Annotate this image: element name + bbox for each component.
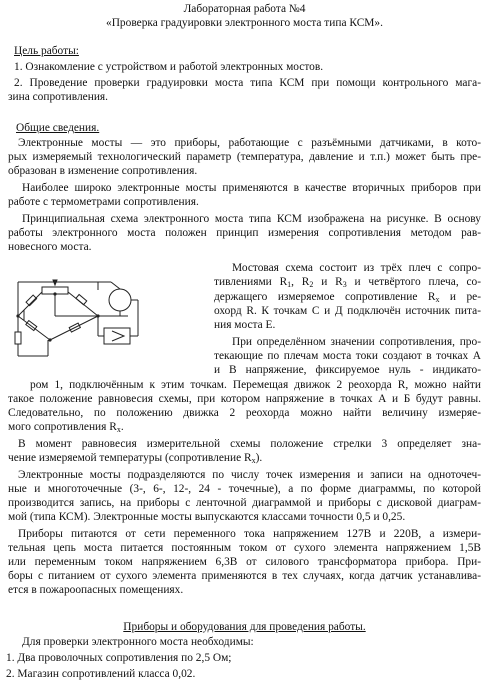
paragraph-line: держащего измеряемое сопротивление $R_x$ и ре- [214, 291, 481, 304]
equipment-item-2: 2. Магазин сопротивлений класса 0,02. [6, 668, 196, 680]
document-subtitle: «Проверка градуировки электронного моста типа КСМ». [106, 17, 383, 29]
paragraph-line: такое положение равновесия схемы, при котором напряжение в точках А и Б будут равны. [8, 393, 481, 405]
equipment-intro: Для проверки электронного моста необходимы: [22, 636, 254, 648]
paragraph-line: работе с термометрами сопротивления. [8, 196, 199, 208]
paragraph-line: или переменным током напряжением 6,3В от силового трансформатора прибора. При- [8, 556, 481, 568]
paragraph-line: Мостовая схема состоит из трёх плеч с сопро- [232, 262, 481, 274]
goal-heading: Цель работы: [14, 45, 79, 57]
goal-item-2: 2. Проведение проверки градуировки моста типа КСМ при помощи контрольного мага- [14, 77, 481, 89]
goal-item-1: 1. Ознакомление с устройством и работой электронных мостов. [14, 61, 324, 73]
paragraph-line: боры с питанием от сухого элемента применяются в тех случаях, когда датчик устанавлива- [8, 570, 481, 582]
paragraph-line: ром 1, подключённым к этим точкам. Перемещая движок 2 реохорда R, можно найти [30, 379, 481, 391]
document-title: Лабораторная работа №4 [183, 3, 306, 15]
paragraph-line: Следовательно, по положению движка 2 реохорда можно найти величину измеряе- [8, 407, 481, 419]
paragraph-line: В момент равновесия измерительной схемы положение стрелки 3 определяет зна- [18, 438, 481, 450]
paragraph-line: Электронные мосты — это приборы, работающие с разъёмными датчиками, в кото- [18, 137, 481, 149]
goal-item-2-cont: зина сопротивления. [8, 91, 109, 103]
paragraph-line: Приборы питаются от сети переменного тока напряжением 127В и 220В, а измери- [18, 528, 481, 540]
paragraph-line: Наиболее широко электронные мосты применяются в качестве вторичных приборов при [22, 182, 481, 194]
paragraph-line: мого сопротивления $R_x$. [8, 421, 124, 434]
paragraph-line: ния моста Е. [214, 319, 276, 331]
paragraph-line: Принципиальная схема электронного моста типа КСМ изображена на рисунке. В основу [22, 213, 481, 225]
paragraph-line: рых измеряемый технологический параметр (температура, давление и т.п.) может быть пре- [8, 151, 481, 163]
paragraph-line: ные и многоточечные (3-, 6-, 12-, 24 - точечные), а по форме диаграммы, по которой [8, 483, 481, 495]
paragraph-line: ется в пожароопасных помещениях. [8, 584, 184, 596]
paragraph-line: производится запись, на приборы с ленточной диаграммой и приборы с дисковой диаграм- [8, 497, 481, 509]
paragraph-line: текающие по плечам моста токи создают в точках А [214, 350, 481, 362]
equipment-item-1: 1. Два проволочных сопротивления по 2,5 Ом; [6, 652, 232, 664]
info-heading: Общие сведения. [16, 122, 100, 134]
paragraph-line: образован в изменение сопротивления. [8, 165, 198, 177]
paragraph-line: Электронные мосты подразделяются по числу точек измерения и записи на одноточеч- [18, 469, 481, 481]
paragraph-line: мой (типа КСМ). Электронные мосты выпускаются классами точности 0,5 и 0,25. [8, 511, 406, 523]
bridge-circuit-diagram [8, 270, 208, 365]
paragraph-line: охорд R. К точкам С и Д подключён источник пита- [214, 305, 481, 317]
paragraph-line: чение измеряемой температуры (сопротивление $R_x$). [8, 452, 263, 465]
paragraph-line: работы электронного моста положен принцип измерения сопротивления методом рав- [8, 227, 481, 239]
paragraph-line: При определённом значении сопротивления, про- [232, 336, 481, 348]
paragraph-line: тельная цепь моста питается постоянным током от сухого элемента напряжением 1,5В [8, 542, 481, 554]
paragraph-line: новесного моста. [8, 241, 92, 253]
paragraph-line: и В напряжение, фиксируемое нуль - индикато- [214, 364, 481, 376]
equipment-heading: Приборы и оборудования для проведения работы. [123, 621, 366, 633]
paragraph-line: тивлениями $R_1$, $R_2$ и $R_3$ и четвёртого плеча, со- [214, 276, 482, 289]
